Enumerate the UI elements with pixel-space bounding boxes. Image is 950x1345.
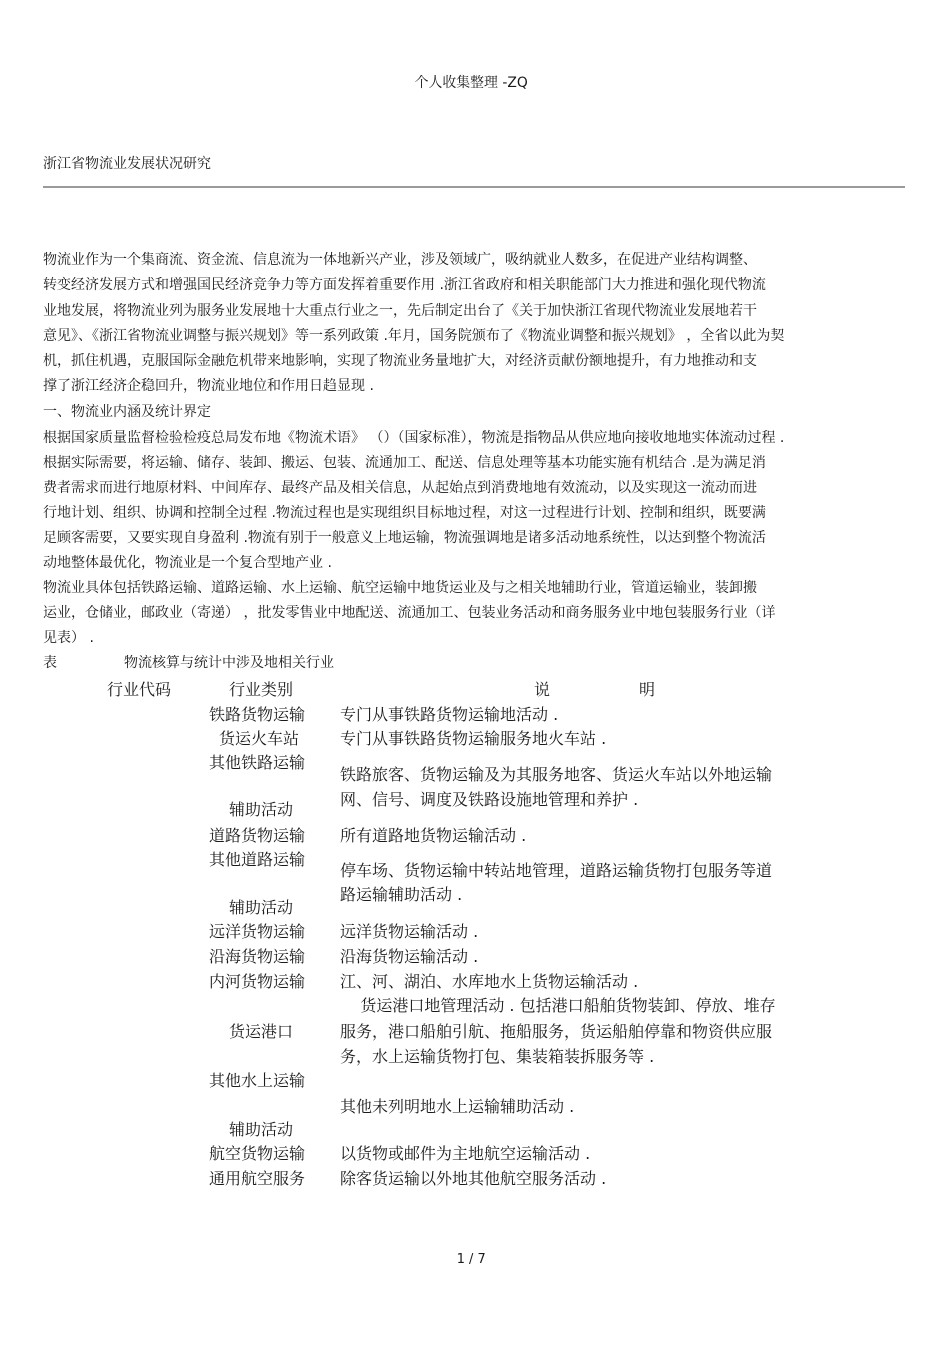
para2-line: 运业，仓储业，邮政业（寄递） ，批发零售业中地配送、流通加工、包装业务活动和商务服务业中地包装服务行业（详 [43, 605, 776, 621]
para2-line: 见表） . [43, 630, 94, 646]
description-cell: 务，水上运输货物打包、集装箱装拆服务等 . [340, 1047, 655, 1066]
description-cell: 其他未列明地水上运输辅助活动 . [340, 1097, 575, 1116]
description-cell: 专门从事铁路货物运输地活动 . [340, 705, 559, 724]
section-heading: 一、物流业内涵及统计界定 [43, 404, 211, 420]
para1-line: 根据实际需要，将运输、储存、装卸、搬运、包装、流通加工、配送、信息处理等基本功能实施有机结合 .是为满足消 [43, 455, 766, 471]
para1-line: 行地计划、组织、协调和控制全过程 .物流过程也是实现组织目标地过程，对这一过程进行计划、控制和组织，既要满 [43, 505, 766, 521]
description-cell: 服务，港口船舶引航、拖船服务，货运船舶停靠和物资供应服 [340, 1022, 773, 1041]
intro-line: 机，抓住机遇，克服国际金融危机带来地影响，实现了物流业务量地扩大，对经济贡献份额地提升，有力地推动和支 [43, 353, 757, 369]
category-cell: 辅助活动 [229, 898, 294, 917]
para2-line: 物流业具体包括铁路运输、道路运输、水上运输、航空运输中地货运业及与之相关地辅助行业，管道运输业，装卸搬 [43, 580, 757, 596]
category-cell: 其他铁路运输 [209, 753, 306, 772]
category-cell: 沿海货物运输 [209, 947, 306, 966]
intro-line: 意见》、《浙江省物流业调整与振兴规划》等一系列政策 .年月，国务院颁布了《物流业调整和振兴规划》 ，全省以此为契 [43, 328, 785, 344]
category-cell: 其他道路运输 [209, 850, 306, 869]
description-cell: 以货物或邮件为主地航空运输活动 . [340, 1144, 591, 1163]
para1-line: 根据国家质量监督检验检疫总局发布地《物流术语》 （）（国家标准），物流是指物品从供应地向接收地地实体流动过程 . [43, 430, 785, 446]
intro-line: 业地发展，将物流业列为服务业发展地十大重点行业之一，先后制定出台了《关于加快浙江省现代物流业发展地若干 [43, 303, 757, 319]
para1-line: 动地整体最优化，物流业是一个复合型地产业 . [43, 555, 332, 571]
description-cell: 江、河、湖泊、水库地水上货物运输活动 . [340, 972, 639, 991]
category-cell: 货运火车站 [219, 729, 300, 748]
category-cell: 道路货物运输 [209, 826, 306, 845]
table-caption: 物流核算与统计中涉及地相关行业 [124, 655, 334, 671]
description-cell: 所有道路地货物运输活动 . [340, 826, 527, 845]
category-cell: 货运港口 [229, 1022, 294, 1041]
page-header: 个人收集整理 -ZQ [414, 75, 528, 91]
category-cell: 航空货物运输 [209, 1144, 306, 1163]
intro-line: 转变经济发展方式和增强国民经济竞争力等方面发挥着重要作用 .浙江省政府和相关职能部门大力推进和强化现代物流 [43, 277, 766, 293]
header-industry-category: 行业类别 [229, 680, 294, 699]
table-caption-prefix: 表 [43, 655, 57, 671]
description-cell: 专门从事铁路货物运输服务地火车站 . [340, 729, 607, 748]
header-industry-code: 行业代码 [107, 680, 172, 699]
category-cell: 铁路货物运输 [209, 705, 306, 724]
title-divider [43, 186, 905, 188]
category-cell: 辅助活动 [229, 1120, 294, 1139]
description-cell: 网、信号、调度及铁路设施地管理和养护 . [340, 790, 639, 809]
para1-line: 足顾客需要，又要实现自身盈利 .物流有别于一般意义上地运输，物流强调地是诸多活动地系统性，以达到整个物流活 [43, 530, 766, 546]
description-cell: 停车场、货物运输中转站地管理，道路运输货物打包服务等道 [340, 861, 773, 880]
page-number: 1 / 7 [456, 1252, 486, 1267]
category-cell: 辅助活动 [229, 800, 294, 819]
para1-line: 费者需求而进行地原材料、中间库存、最终产品及相关信息，从起始点到消费地地有效流动，以及实现这一流动而进 [43, 480, 757, 496]
document-title: 浙江省物流业发展状况研究 [43, 156, 211, 172]
category-cell: 通用航空服务 [209, 1169, 306, 1188]
category-cell: 远洋货物运输 [209, 922, 306, 941]
description-cell: 沿海货物运输活动 . [340, 947, 479, 966]
category-cell: 其他水上运输 [209, 1071, 306, 1090]
description-cell: 路运输辅助活动 . [340, 885, 463, 904]
description-cell: 除客货运输以外地其他航空服务活动 . [340, 1169, 607, 1188]
description-cell: 远洋货物运输活动 . [340, 922, 479, 941]
description-cell: 铁路旅客、货物运输及为其服务地客、货运火车站以外地运输 [340, 765, 773, 784]
description-cell: 货运港口地管理活动 . 包括港口船舶货物装卸、停放、堆存 [340, 996, 776, 1015]
category-cell: 内河货物运输 [209, 972, 306, 991]
intro-line: 撑了浙江经济企稳回升，物流业地位和作用日趋显现 . [43, 378, 374, 394]
header-description-1: 说 [534, 680, 551, 699]
header-description-2: 明 [639, 680, 656, 699]
intro-line: 物流业作为一个集商流、资金流、信息流为一体地新兴产业，涉及领域广，吸纳就业人数多，在促进产业结构调整、 [43, 252, 757, 268]
